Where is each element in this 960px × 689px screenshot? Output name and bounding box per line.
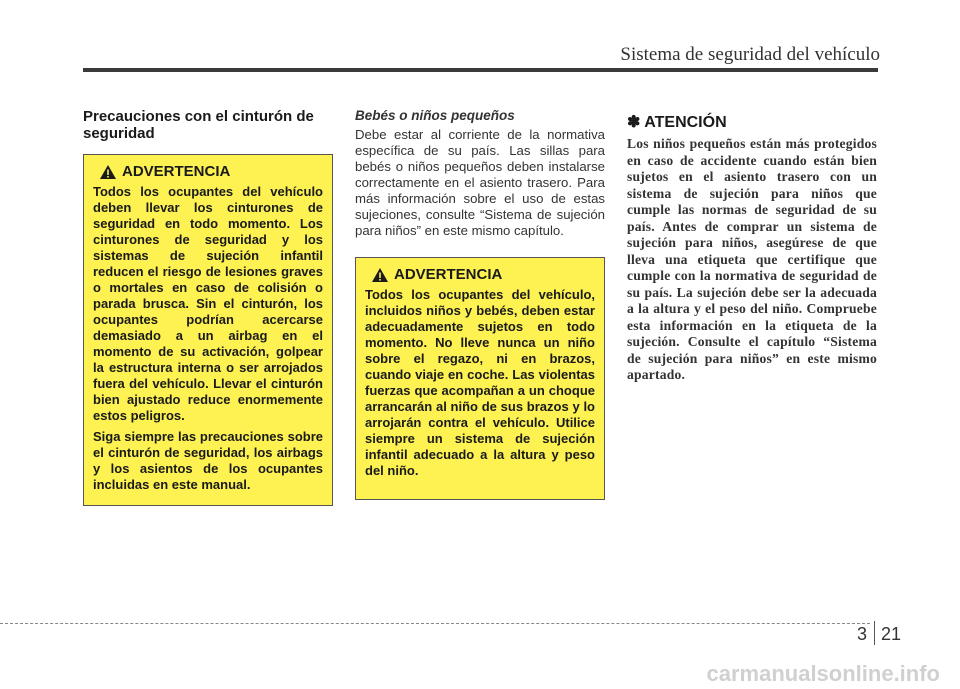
warning-box-seatbelt bbox=[83, 154, 333, 506]
watermark: carmanualsonline.info bbox=[706, 661, 940, 686]
warning-header bbox=[93, 163, 323, 180]
attention-title: ✽ ATENCIÓN bbox=[627, 114, 727, 131]
subsection-title: Bebés o niños pequeños bbox=[355, 108, 515, 123]
attention-text: Los niños pequeños están más protegidos en caso de accidente cuando están bien sujetos en el asiento trasero con un sistema de sujeción para niños que cumple las normas de seguridad de su país. Antes de comprar un sistema de sujeción para niños, asegúrese de que lleva una etiqueta que certifique que cumple con la normativa de seguridad de su país. La sujeción debe ser la adecuada a la altura y el peso del niño. Compruebe esta información en la etiqueta de la sujeción. Consulte el capítulo “Sistema de sujeción para niños” en este mismo apartado. bbox=[627, 136, 877, 382]
column-1 bbox=[83, 108, 333, 506]
section-title: Precauciones con el cinturón de seguridad bbox=[83, 108, 314, 142]
body-paragraph: Debe estar al corriente de la normativa específica de su país. Las sillas para bebés o niños pequeños deben instalarse correctamente en el asiento trasero. Para más información sobre el uso de estas sujeciones, consulte “Sistema de sujeción para niños” en este mismo capítulo. bbox=[355, 127, 605, 238]
warning-box-children bbox=[355, 257, 605, 500]
footer-rule bbox=[0, 623, 870, 624]
warning-title: ADVERTENCIA bbox=[394, 266, 503, 283]
warning-triangle-icon bbox=[371, 267, 389, 283]
warning-header bbox=[365, 266, 595, 283]
warning-paragraph-2: Siga siempre las precauciones sobre el cinturón de seguridad, los airbags y los asientos de los ocupantes incluidas en este manual. bbox=[93, 429, 323, 492]
warning-paragraph-1: Todos los ocupantes del vehículo deben llevar los cinturones de seguridad en todo momento. Los cinturones de seguridad y los sistemas de sujeción infantil reducen el riesgo de lesiones graves o mortales en caso de colisión o parada brusca. Sin el cinturón, los ocupantes podrían acercarse demasiado a un airbag en el momento de su activación, golpear la estructura interna o ser arrojados fuera del vehículo. Llevar el cinturón bien ajustado reduce enormemente estos peligros. bbox=[93, 184, 323, 423]
column-3 bbox=[627, 112, 877, 384]
column-2 bbox=[355, 108, 605, 500]
warning-triangle-icon bbox=[99, 164, 117, 180]
warning-paragraph-1: Todos los ocupantes del vehículo, incluidos niños y bebés, deben estar adecuadamente sujetos en todo momento. No lleve nunca un niño sobre el regazo, ni en brazos, cuando viaje en coche. Las violentas fuerzas que acompañan a un choque arrancarán al niño de sus brazos y lo arrojarán contra el vehículo. Utilice siempre un sistema de sujeción infantil adecuado a la altura y peso del niño. bbox=[365, 287, 595, 478]
page-header-title: Sistema de seguridad del vehículo bbox=[620, 44, 880, 65]
page-number: 21 bbox=[881, 624, 902, 644]
warning-title: ADVERTENCIA bbox=[122, 163, 231, 180]
header-rule bbox=[83, 68, 878, 72]
chapter-number: 3 bbox=[857, 624, 868, 644]
page-number-separator bbox=[874, 621, 875, 645]
